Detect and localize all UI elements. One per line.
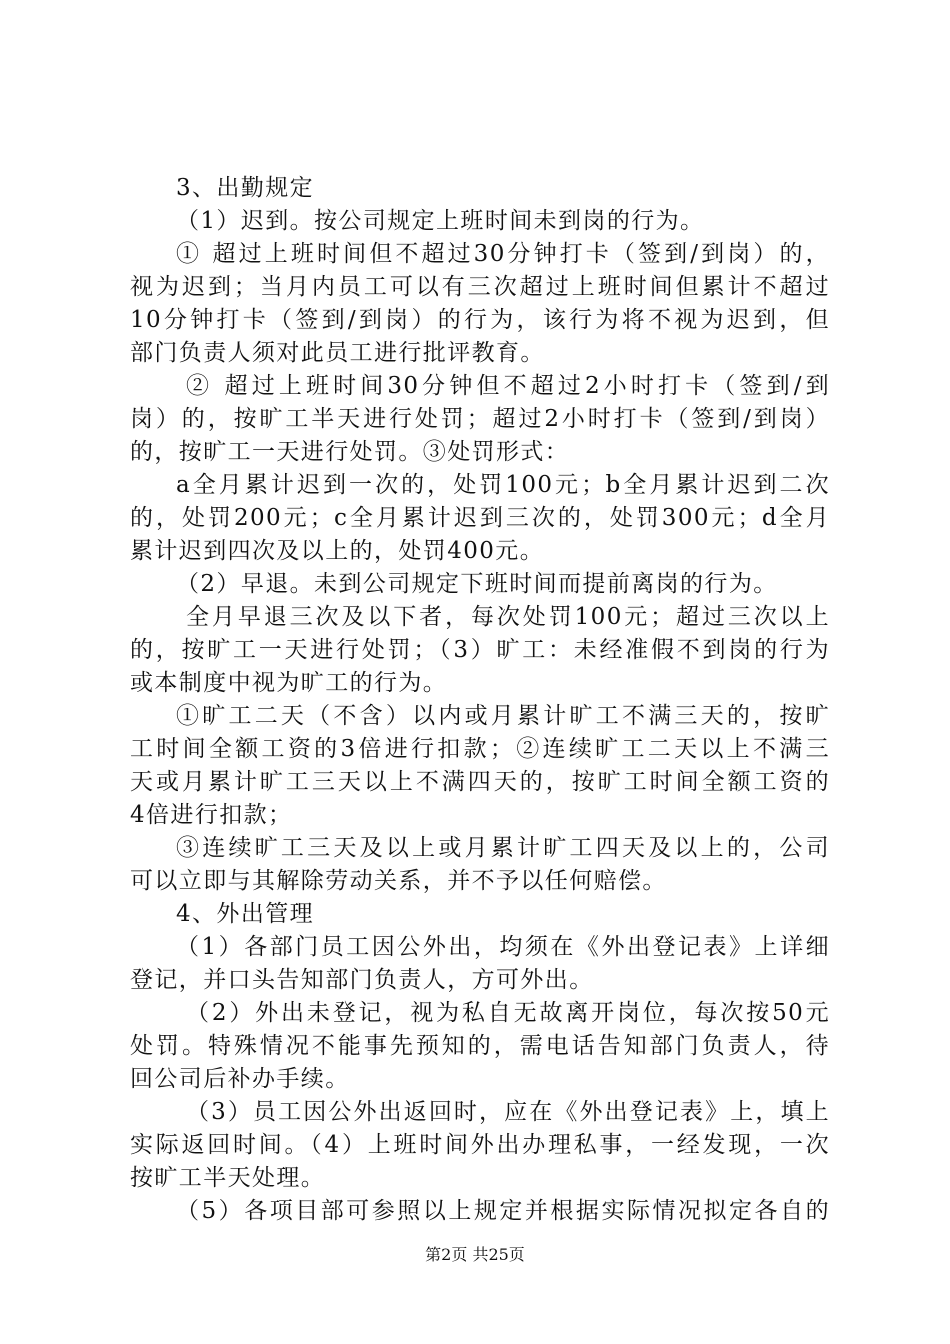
paragraph-line: （2）外出未登记，视为私自无故离开岗位，每次按50元 (186, 1000, 830, 1026)
paragraph-line: （2）早退。未到公司规定下班时间而提前离岗的行为。 (176, 571, 778, 597)
paragraph-line: 的，按旷工一天进行处罚。③处罚形式： (130, 439, 570, 465)
paragraph-line: 天或月累计旷工三天以上不满四天的，按旷工时间全额工资的 (130, 769, 830, 795)
section-heading: 3、出勤规定 (176, 175, 315, 201)
paragraph-line: 视为迟到；当月内员工可以有三次超过上班时间但累计不超过 (130, 274, 830, 300)
paragraph-line: 按旷工半天处理。 (130, 1165, 326, 1191)
paragraph-line: 可以立即与其解除劳动关系，并不予以任何赔偿。 (130, 868, 667, 894)
paragraph-line: ① 超过上班时间但不超过30分钟打卡（签到/到岗）的， (176, 241, 830, 267)
paragraph-line: ③连续旷工三天及以上或月累计旷工四天及以上的，公司 (176, 835, 830, 861)
paragraph-line: （1）迟到。按公司规定上班时间未到岗的行为。 (176, 208, 705, 234)
paragraph-line: 4倍进行扣款； (130, 802, 293, 828)
paragraph-line: 回公司后补办手续。 (130, 1066, 350, 1092)
paragraph-line: （5）各项目部可参照以上规定并根据实际情况拟定各自的 (176, 1198, 830, 1224)
paragraph-line: （3）员工因公外出返回时，应在《外出登记表》上，填上 (186, 1099, 830, 1125)
paragraph-line: 或本制度中视为旷工的行为。 (130, 670, 448, 696)
paragraph-line: 工时间全额工资的3倍进行扣款；②连续旷工二天以上不满三 (130, 736, 830, 762)
paragraph-line: 实际返回时间。（4）上班时间外出办理私事，一经发现，一次 (130, 1132, 830, 1158)
paragraph-line: 处罚。特殊情况不能事先预知的，需电话告知部门负责人，待 (130, 1033, 830, 1059)
paragraph-line: 10分钟打卡（签到/到岗）的行为，该行为将不视为迟到，但 (130, 307, 830, 333)
paragraph-line: 的，处罚200元；c全月累计迟到三次的，处罚300元；d全月 (130, 505, 830, 531)
paragraph-line: 的，按旷工一天进行处罚；（3）旷工：未经准假不到岗的行为 (130, 637, 830, 663)
paragraph-line: 登记，并口头告知部门负责人，方可外出。 (130, 967, 594, 993)
paragraph-line: ①旷工二天（不含）以内或月累计旷工不满三天的，按旷 (176, 703, 830, 729)
page-footer: 第2页 共25页 (425, 1245, 525, 1264)
paragraph-line: 岗）的，按旷工半天进行处罚；超过2小时打卡（签到/到岗） (130, 406, 830, 432)
paragraph-line: 全月早退三次及以下者，每次处罚100元；超过三次以上 (186, 604, 830, 630)
section-heading: 4、外出管理 (176, 901, 315, 927)
paragraph-line: ② 超过上班时间30分钟但不超过2小时打卡（签到/到 (186, 373, 830, 399)
paragraph-line: a全月累计迟到一次的，处罚100元；b全月累计迟到二次 (176, 472, 830, 498)
paragraph-line: （1）各部门员工因公外出，均须在《外出登记表》上详细 (176, 934, 830, 960)
paragraph-line: 部门负责人须对此员工进行批评教育。 (130, 340, 545, 366)
paragraph-line: 累计迟到四次及以上的，处罚400元。 (130, 538, 545, 564)
